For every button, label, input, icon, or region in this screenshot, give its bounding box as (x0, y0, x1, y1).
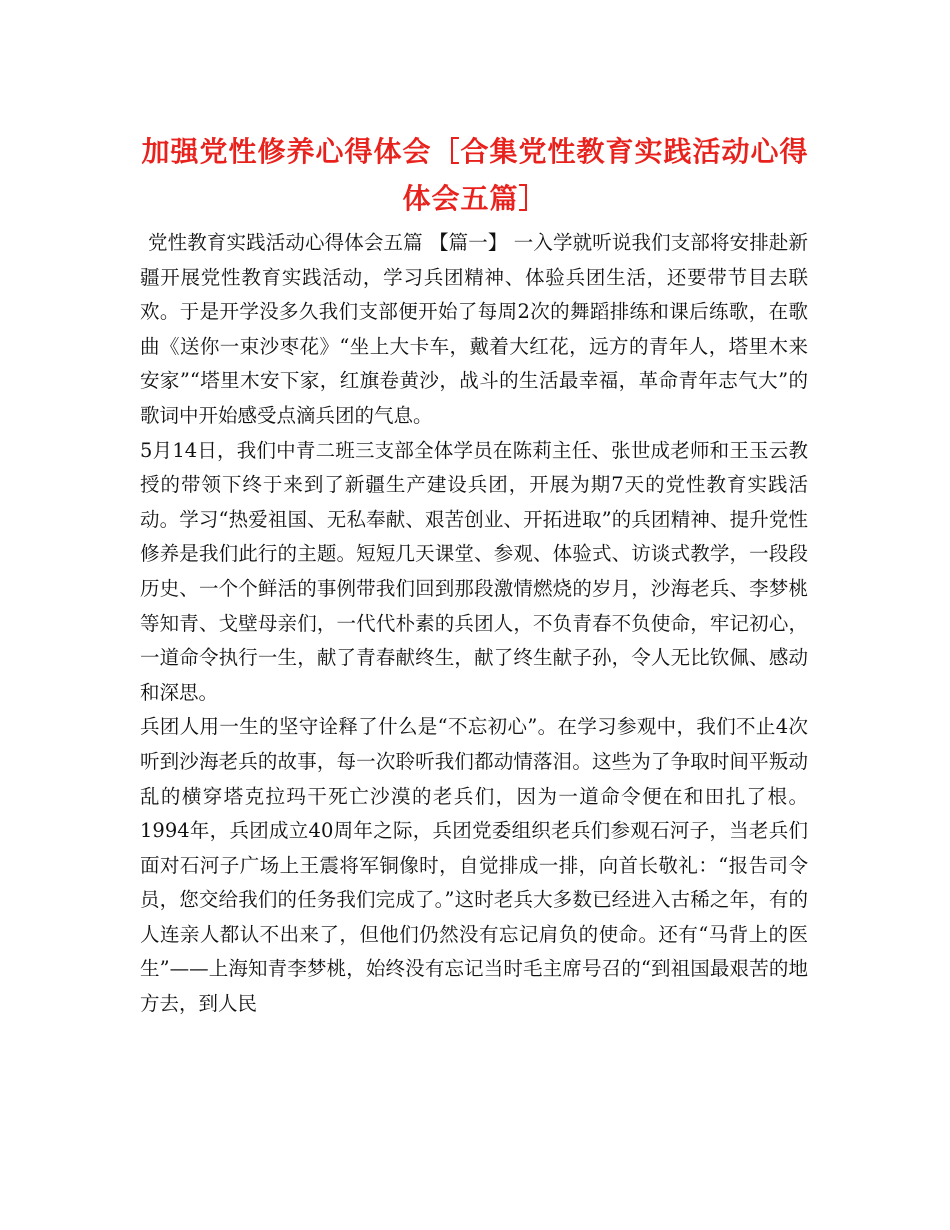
document-title: 加强党性修养心得体会［合集党性教育实践活动心得体会五篇］ (141, 135, 809, 215)
document-body (140, 226, 808, 1022)
paragraph-1: 党性教育实践活动心得体会五篇 【篇一】 一入学就听说我们支部将安排赴新疆开展党性教育实践活动，学习兵团精神、体验兵团生活，还要带节目去联欢。于是开学没多久我们支部便开始了每周2次的舞蹈排练和课后练歌，在歌曲《送你一束沙枣花》“坐上大卡车，戴着大红花，远方的青年人，塔里木来安家”“塔里木安下家，红旗卷黄沙，战斗的生活最幸福，革命青年志气大”的歌词中开始感受点滴兵团的气息。 (140, 231, 808, 427)
paragraph-2: 5月14日，我们中青二班三支部全体学员在陈莉主任、张世成老师和王玉云教授的带领下终于来到了新疆生产建设兵团，开展为期7天的党性教育实践活动。学习“热爱祖国、无私奉献、艰苦创业、开拓进取”的兵团精神、提升党性修养是我们此行的主题。短短几天课堂、参观、体验式、访谈式教学，一段段历史、一个个鲜活的事例带我们回到那段激情燃烧的岁月，沙海老兵、李梦桃等知青、戈壁母亲们，一代代朴素的兵团人，不负青春不负使命，牢记初心，一道命令执行一生，献了青春献终生，献了终生献子孙，令人无比钦佩、感动和深思。 (140, 438, 808, 704)
paragraph-3: 兵团人用一生的坚守诠释了什么是“不忘初心”。在学习参观中，我们不止4次听到沙海老兵的故事，每一次聆听我们都动情落泪。这些为了争取时间平叛动乱的横穿塔克拉玛干死亡沙漠的老兵们，因为一道命令便在和田扎了根。1994年，兵团成立40周年之际，兵团党委组织老兵们参观石河子，当老兵们面对石河子广场上王震将军铜像时，自觉排成一排，向首长敬礼：“报告司令员，您交给我们的任务我们完成了。”这时老兵大多数已经进入古稀之年，有的人连亲人都认不出来了，但他们仍然没有忘记肩负的使命。还有“马背上的医生”——上海知青李梦桃，始终没有忘记当时毛主席号召的“到祖国最艰苦的地方去，到人民 (140, 715, 808, 1016)
